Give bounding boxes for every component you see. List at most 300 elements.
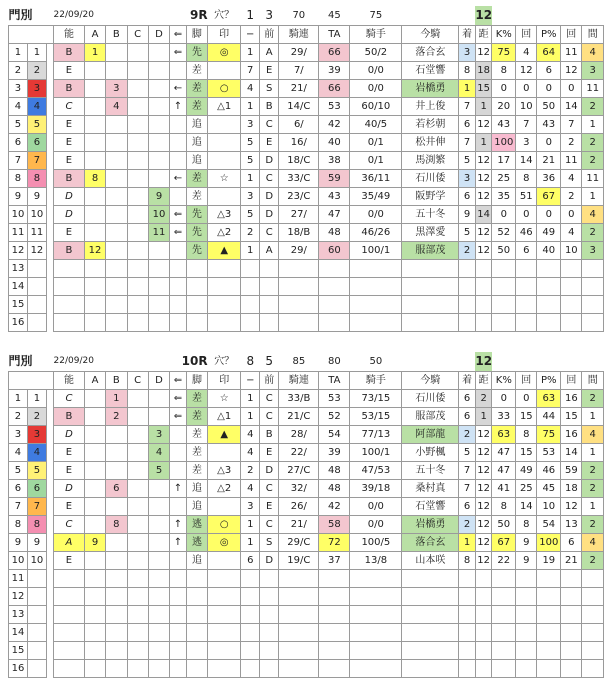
cell-kon: 石堂響 <box>402 498 459 516</box>
cell-kiren: 27/ <box>279 206 319 224</box>
cell-kan: 11 <box>582 170 604 188</box>
cell-kai: 49 <box>516 462 537 480</box>
cell-arrow <box>170 62 187 80</box>
cell-cha <box>459 624 476 642</box>
cell-cha <box>459 296 476 314</box>
cell-no: 16 <box>9 660 28 678</box>
cell-kishu: 0/0 <box>350 80 402 98</box>
cell-kon <box>402 642 459 660</box>
cell-kyaku: 逃 <box>186 516 207 534</box>
table-row[interactable] <box>9 98 604 116</box>
cell-m: 1 <box>241 98 260 116</box>
cell-kiren: 29/ <box>279 242 319 260</box>
cell-a <box>84 152 105 170</box>
cell-b <box>106 62 127 80</box>
table-row[interactable] <box>9 170 604 188</box>
cell-cha: 1 <box>459 80 476 98</box>
cell-ta: 52 <box>319 408 350 426</box>
cell-mark <box>208 62 241 80</box>
cell-kai <box>516 606 537 624</box>
table-row[interactable] <box>9 260 604 278</box>
cell-kyori: 12 <box>475 152 492 170</box>
cell-nou: D <box>54 188 85 206</box>
cell-kyori <box>475 624 492 642</box>
cell-mae: E <box>260 498 279 516</box>
cell-mae: E <box>260 62 279 80</box>
cell-mark: △2 <box>208 480 241 498</box>
cell-arrow <box>170 660 187 678</box>
cell-p: 54 <box>537 516 561 534</box>
cell-c <box>127 408 148 426</box>
column-header: ⇐ <box>170 26 187 44</box>
cell-kai2: 7 <box>561 116 582 134</box>
cell-kiren <box>279 660 319 678</box>
cell-kyaku <box>186 624 207 642</box>
cell-a <box>84 462 105 480</box>
kishu-header-value: 50 <box>369 356 383 367</box>
cell-mark: △3 <box>208 462 241 480</box>
cell-kai2: 12 <box>561 62 582 80</box>
cell-kyaku: 追 <box>186 552 207 570</box>
cell-kai <box>516 642 537 660</box>
cell-kon: 山本咲 <box>402 552 459 570</box>
cell-a <box>84 296 105 314</box>
cell-a <box>84 390 105 408</box>
cell-a <box>84 134 105 152</box>
cell-m: 6 <box>241 552 260 570</box>
cell-cha <box>459 314 476 332</box>
cell-d <box>148 62 169 80</box>
cell-k <box>492 314 516 332</box>
cell-arrow: ⇐ <box>170 224 187 242</box>
table-row[interactable] <box>9 660 604 678</box>
cell-a <box>84 642 105 660</box>
cell-b <box>106 296 127 314</box>
cell-kan: 2 <box>582 516 604 534</box>
cell-arrow <box>170 242 187 260</box>
table-row[interactable] <box>9 80 604 98</box>
cell-kyori <box>475 278 492 296</box>
cell-kai2: 11 <box>561 152 582 170</box>
cell-b <box>106 426 127 444</box>
cell-k: 0 <box>492 390 516 408</box>
cell-p: 0 <box>537 80 561 98</box>
cell-gate: 1 <box>27 390 46 408</box>
cell-gate: 12 <box>27 242 46 260</box>
cell-kishu <box>350 642 402 660</box>
cell-p: 43 <box>537 116 561 134</box>
cell-mae: B <box>260 98 279 116</box>
table-row[interactable] <box>9 480 604 498</box>
table-row[interactable] <box>9 134 604 152</box>
cell-kai <box>516 278 537 296</box>
cell-kyaku <box>186 642 207 660</box>
cell-arrow: ← <box>170 170 187 188</box>
cell-kai: 25 <box>516 480 537 498</box>
table-row[interactable] <box>9 462 604 480</box>
gap <box>46 80 53 98</box>
cell-kon <box>402 660 459 678</box>
cell-k <box>492 624 516 642</box>
cell-mark: ☆ <box>208 170 241 188</box>
cell-m <box>241 278 260 296</box>
cell-p: 45 <box>537 480 561 498</box>
column-header: 回 <box>516 372 537 390</box>
cell-ta: 54 <box>319 426 350 444</box>
cell-k <box>492 278 516 296</box>
cell-m <box>241 588 260 606</box>
cell-nou: B <box>54 80 85 98</box>
cell-kan: 4 <box>582 426 604 444</box>
cell-kyori: 12 <box>475 552 492 570</box>
cell-cha: 7 <box>459 462 476 480</box>
cell-d <box>148 570 169 588</box>
cell-b <box>106 224 127 242</box>
cell-nou: D <box>54 480 85 498</box>
column-header: K% <box>492 372 516 390</box>
cell-p: 100 <box>537 534 561 552</box>
cell-p: 21 <box>537 152 561 170</box>
cell-kan: 4 <box>582 534 604 552</box>
cell-no: 15 <box>9 296 28 314</box>
table-row[interactable] <box>9 62 604 80</box>
cell-gate: 5 <box>27 116 46 134</box>
column-header: 今騎 <box>402 372 459 390</box>
cell-kiren <box>279 314 319 332</box>
distance-header: 12 <box>475 352 492 372</box>
table-row[interactable] <box>9 534 604 552</box>
table-row[interactable] <box>9 278 604 296</box>
cell-kishu: 73/15 <box>350 390 402 408</box>
cell-kan: 1 <box>582 498 604 516</box>
table-row[interactable] <box>9 606 604 624</box>
cell-gate: 7 <box>27 498 46 516</box>
gap <box>46 260 53 278</box>
column-header: 距 <box>475 372 492 390</box>
cell-no: 4 <box>9 98 28 116</box>
cell-kyori: 12 <box>475 462 492 480</box>
cell-cha: 5 <box>459 224 476 242</box>
cell-arrow: ⇐ <box>170 390 187 408</box>
cell-mae <box>260 314 279 332</box>
cell-ta: 48 <box>319 480 350 498</box>
cell-c <box>127 624 148 642</box>
cell-arrow: ↑ <box>170 534 187 552</box>
table-row[interactable] <box>9 224 604 242</box>
cell-kai2 <box>561 296 582 314</box>
cell-kishu <box>350 260 402 278</box>
cell-kon: 阪野学 <box>402 188 459 206</box>
cell-kiren: 29/ <box>279 44 319 62</box>
table-row[interactable] <box>9 516 604 534</box>
table-row[interactable] <box>9 390 604 408</box>
ta-header-value: 80 <box>328 356 341 367</box>
cell-gate: 4 <box>27 444 46 462</box>
cell-k: 25 <box>492 170 516 188</box>
table-row[interactable] <box>9 642 604 660</box>
table-row[interactable] <box>9 188 604 206</box>
cell-kai: 46 <box>516 224 537 242</box>
cell-kyori <box>475 606 492 624</box>
cell-d: 9 <box>148 188 169 206</box>
cell-a <box>84 98 105 116</box>
cell-c <box>127 206 148 224</box>
cell-kon: 岩橋勇 <box>402 80 459 98</box>
cell-d <box>148 534 169 552</box>
column-header: TA <box>319 372 350 390</box>
cell-kiren <box>279 642 319 660</box>
venue-title: 門別 <box>8 354 33 368</box>
table-row[interactable] <box>9 242 604 260</box>
cell-gate <box>27 606 46 624</box>
cell-cha: 8 <box>459 62 476 80</box>
gap <box>46 314 53 332</box>
cell-k: 20 <box>492 98 516 116</box>
cell-no: 11 <box>9 224 28 242</box>
header-blank <box>9 26 54 44</box>
cell-kyaku: 差 <box>186 188 207 206</box>
cell-c <box>127 170 148 188</box>
cell-kon: 井上俊 <box>402 98 459 116</box>
cell-a: 12 <box>84 242 105 260</box>
cell-m <box>241 570 260 588</box>
cell-mae: C <box>260 224 279 242</box>
cell-d <box>148 480 169 498</box>
cell-kyori: 15 <box>475 80 492 98</box>
cell-kyori: 12 <box>475 224 492 242</box>
table-row[interactable] <box>9 152 604 170</box>
cell-kyaku <box>186 314 207 332</box>
cell-kan: 4 <box>582 206 604 224</box>
table-row[interactable] <box>9 552 604 570</box>
cell-kai: 0 <box>516 206 537 224</box>
table-row[interactable] <box>9 408 604 426</box>
cell-kiren: 32/ <box>279 480 319 498</box>
cell-d <box>148 278 169 296</box>
cell-mark: ○ <box>208 516 241 534</box>
cell-kiren: 21/C <box>279 408 319 426</box>
cell-cha <box>459 642 476 660</box>
cell-kyori: 12 <box>475 498 492 516</box>
cell-nou: B <box>54 242 85 260</box>
column-header: − <box>241 372 260 390</box>
cell-d <box>148 552 169 570</box>
cell-mark: ▲ <box>208 426 241 444</box>
cell-cha <box>459 570 476 588</box>
cell-no: 9 <box>9 534 28 552</box>
cell-kishu: 0/0 <box>350 516 402 534</box>
table-row[interactable] <box>9 116 604 134</box>
table-row[interactable] <box>9 498 604 516</box>
cell-kon: 服部茂 <box>402 408 459 426</box>
table-row[interactable] <box>9 624 604 642</box>
cell-b <box>106 260 127 278</box>
cell-kon: 落合玄 <box>402 534 459 552</box>
cell-ta: 39 <box>319 444 350 462</box>
cell-mae: S <box>260 534 279 552</box>
cell-k: 47 <box>492 444 516 462</box>
cell-gate: 10 <box>27 552 46 570</box>
cell-kyori: 12 <box>475 480 492 498</box>
column-header: 距 <box>475 26 492 44</box>
table-row[interactable] <box>9 206 604 224</box>
cell-kan <box>582 314 604 332</box>
cell-gate <box>27 588 46 606</box>
gap <box>46 588 53 606</box>
table-row[interactable] <box>9 314 604 332</box>
cell-p: 0 <box>537 206 561 224</box>
cell-p: 44 <box>537 408 561 426</box>
cell-kai2: 16 <box>561 390 582 408</box>
race-date: 22/09/20 <box>53 10 94 20</box>
gap <box>46 660 53 678</box>
cell-nou <box>54 296 85 314</box>
cell-kyori: 1 <box>475 408 492 426</box>
cell-kai <box>516 296 537 314</box>
cell-ta: 40 <box>319 134 350 152</box>
cell-kan: 2 <box>582 134 604 152</box>
cell-c <box>127 188 148 206</box>
cell-kyori: 12 <box>475 426 492 444</box>
cell-kan: 4 <box>582 44 604 62</box>
column-header: 前 <box>260 372 279 390</box>
cell-kishu <box>350 660 402 678</box>
table-row[interactable] <box>9 44 604 62</box>
column-header: 騎連 <box>279 372 319 390</box>
cell-gate: 9 <box>27 534 46 552</box>
cell-d: 10 <box>148 206 169 224</box>
cell-nou <box>54 260 85 278</box>
cell-nou <box>54 660 85 678</box>
cell-b <box>106 534 127 552</box>
cell-kishu: 13/8 <box>350 552 402 570</box>
header-blank <box>9 372 54 390</box>
cell-kiren: 16/ <box>279 134 319 152</box>
cell-kai2: 10 <box>561 242 582 260</box>
cell-kon: 石堂響 <box>402 62 459 80</box>
table-row[interactable] <box>9 588 604 606</box>
cell-a <box>84 206 105 224</box>
cell-kishu: 36/11 <box>350 170 402 188</box>
ana-label: 穴？ <box>214 356 235 367</box>
cell-arrow <box>170 188 187 206</box>
cell-m: 5 <box>241 152 260 170</box>
cell-cha: 6 <box>459 188 476 206</box>
cell-kan: 1 <box>582 188 604 206</box>
cell-kai: 9 <box>516 534 537 552</box>
cell-kyori: 12 <box>475 44 492 62</box>
gap <box>46 498 53 516</box>
gap <box>46 624 53 642</box>
cell-kon <box>402 606 459 624</box>
column-header: D <box>148 26 169 44</box>
cell-cha <box>459 606 476 624</box>
cell-kai2: 16 <box>561 426 582 444</box>
cell-a <box>84 552 105 570</box>
cell-mark <box>208 278 241 296</box>
gap <box>46 642 53 660</box>
cell-mark <box>208 642 241 660</box>
cell-kyori: 12 <box>475 534 492 552</box>
cell-no: 5 <box>9 462 28 480</box>
cell-cha: 5 <box>459 152 476 170</box>
gap <box>46 224 53 242</box>
cell-kyori: 1 <box>475 134 492 152</box>
column-header: 脚 <box>186 26 207 44</box>
cell-kai <box>516 624 537 642</box>
cell-cha <box>459 588 476 606</box>
cell-kishu: 39/18 <box>350 480 402 498</box>
cell-kyori <box>475 588 492 606</box>
cell-kai: 7 <box>516 116 537 134</box>
cell-k: 75 <box>492 44 516 62</box>
cell-d: 4 <box>148 444 169 462</box>
cell-kan <box>582 624 604 642</box>
cell-a <box>84 62 105 80</box>
cell-d <box>148 516 169 534</box>
cell-no: 2 <box>9 62 28 80</box>
cell-kishu: 46/26 <box>350 224 402 242</box>
cell-gate <box>27 314 46 332</box>
cell-m: 7 <box>241 62 260 80</box>
cell-nou: E <box>54 552 85 570</box>
cell-kai: 8 <box>516 170 537 188</box>
cell-k: 33 <box>492 408 516 426</box>
ana-second: 5 <box>265 354 274 368</box>
cell-ta: 43 <box>319 188 350 206</box>
gap <box>46 242 53 260</box>
table-row[interactable] <box>9 444 604 462</box>
cell-nou <box>54 588 85 606</box>
cell-c <box>127 224 148 242</box>
race-number: 9R <box>190 8 208 22</box>
column-header: − <box>241 26 260 44</box>
cell-mark <box>208 624 241 642</box>
cell-kai2: 4 <box>561 170 582 188</box>
cell-cha: 6 <box>459 498 476 516</box>
cell-a <box>84 516 105 534</box>
cell-kyaku: 差 <box>186 98 207 116</box>
table-row[interactable] <box>9 296 604 314</box>
cell-mae <box>260 660 279 678</box>
cell-b <box>106 462 127 480</box>
cell-c <box>127 444 148 462</box>
cell-kiren: 28/ <box>279 426 319 444</box>
cell-c <box>127 62 148 80</box>
cell-k <box>492 642 516 660</box>
ana-first: 1 <box>246 8 255 22</box>
cell-kan: 2 <box>582 224 604 242</box>
column-header: 騎手 <box>350 26 402 44</box>
cell-kyaku: 差 <box>186 62 207 80</box>
cell-mae <box>260 642 279 660</box>
gap <box>46 116 53 134</box>
cell-kan: 11 <box>582 80 604 98</box>
table-row[interactable] <box>9 426 604 444</box>
cell-no: 7 <box>9 498 28 516</box>
cell-mark <box>208 152 241 170</box>
table-row[interactable] <box>9 570 604 588</box>
cell-m: 4 <box>241 80 260 98</box>
cell-nou: C <box>54 516 85 534</box>
gap <box>46 552 53 570</box>
cell-kon <box>402 314 459 332</box>
cell-mark: ◎ <box>208 44 241 62</box>
cell-kiren <box>279 570 319 588</box>
cell-cha: 8 <box>459 552 476 570</box>
cell-a <box>84 624 105 642</box>
cell-mae <box>260 624 279 642</box>
